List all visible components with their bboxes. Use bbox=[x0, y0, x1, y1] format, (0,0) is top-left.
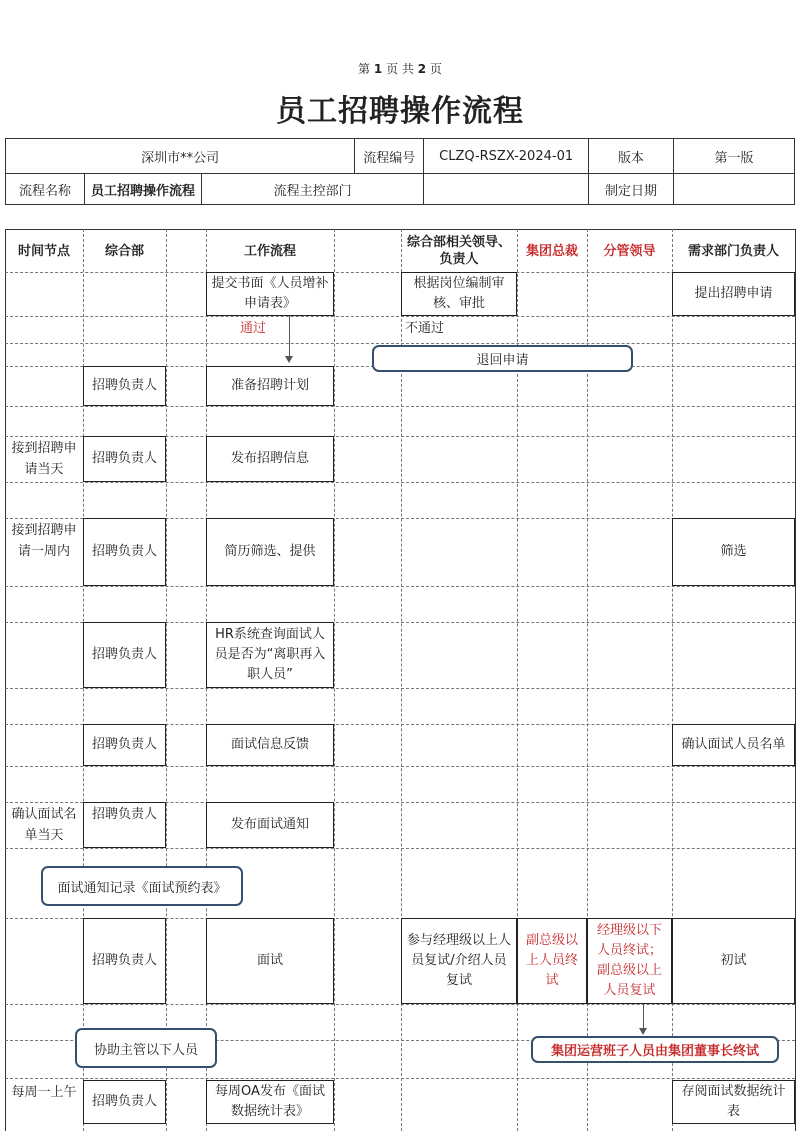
col-divider bbox=[334, 229, 335, 1131]
time-confirm-day: 确认面试名单当天 bbox=[11, 807, 77, 843]
role-recruiter: 招聘负责人 bbox=[83, 1080, 166, 1124]
step-hr-system-check: HR系统查询面试人员是否为“离职再入职人员” bbox=[206, 622, 334, 688]
step-supervisor-final: 经理级以下人员终试；副总级以上人员复试 bbox=[587, 918, 672, 1004]
step-raise-request: 提出招聘申请 bbox=[672, 272, 795, 316]
col-header-time: 时间节点 bbox=[17, 243, 70, 259]
step-publish-notice: 发布面试通知 bbox=[206, 802, 334, 848]
time-request-week: 接到招聘申请一周内 bbox=[11, 523, 77, 559]
role-recruiter: 招聘负责人 bbox=[83, 724, 166, 766]
row-divider bbox=[5, 688, 795, 689]
row-divider bbox=[5, 586, 795, 587]
date-label: 制定日期 bbox=[589, 174, 674, 205]
owner-dept-label: 流程主控部门 bbox=[202, 174, 424, 205]
page-number bbox=[0, 60, 800, 77]
arrow-pass-head bbox=[285, 356, 293, 363]
step-prepare-plan: 准备招聘计划 bbox=[206, 366, 334, 406]
page-total: 2 bbox=[417, 62, 427, 76]
row-divider bbox=[5, 482, 795, 483]
owner-dept-value bbox=[424, 174, 589, 205]
col-header-demand-head: 需求部门负责人 bbox=[687, 243, 779, 259]
version-label: 版本 bbox=[589, 139, 674, 174]
flow-table-left-border bbox=[5, 229, 6, 1131]
label-pass: 通过 bbox=[239, 321, 266, 336]
row-divider bbox=[5, 406, 795, 407]
header-table bbox=[5, 138, 795, 205]
page-label-pre: 第 bbox=[358, 62, 371, 76]
note-interview-booking: 面试通知记录《面试预约表》 bbox=[41, 866, 243, 906]
row-divider bbox=[5, 766, 795, 767]
col-header-general-leader: 综合部相关领导、负责人 bbox=[406, 235, 511, 267]
step-weekly-oa-stats: 每周OA发布《面试数据统计表》 bbox=[206, 1080, 334, 1124]
role-recruiter: 招聘负责人 bbox=[83, 802, 166, 848]
company-name: 深圳市**公司 bbox=[6, 139, 355, 174]
flow-name-value: 员工招聘操作流程 bbox=[85, 174, 202, 205]
col-header-workflow: 工作流程 bbox=[243, 243, 296, 259]
col-divider bbox=[166, 229, 167, 1131]
label-fail: 不通过 bbox=[405, 321, 445, 336]
version-value: 第一版 bbox=[674, 139, 795, 174]
flow-name-label: 流程名称 bbox=[6, 174, 85, 205]
row-divider bbox=[5, 316, 795, 317]
time-monday-morning: 每周一上午 bbox=[11, 1085, 77, 1100]
step-submit-request: 提交书面《人员增补申请表》 bbox=[206, 272, 334, 316]
row-divider bbox=[5, 343, 795, 344]
col-header-supervisor: 分管领导 bbox=[603, 243, 656, 259]
step-review-approve: 根据岗位编制审核、审批 bbox=[401, 272, 517, 316]
role-recruiter: 招聘负责人 bbox=[83, 918, 166, 1004]
step-publish-info: 发布招聘信息 bbox=[206, 436, 334, 482]
note-return-request: 退回申请 bbox=[372, 345, 633, 372]
row-divider bbox=[5, 848, 795, 849]
row-divider bbox=[5, 1004, 795, 1005]
col-header-general-dept: 综合部 bbox=[104, 243, 144, 259]
arrow-pass-line bbox=[289, 316, 290, 356]
flow-table-right-border bbox=[795, 229, 796, 1131]
page-current: 1 bbox=[373, 62, 383, 76]
role-recruiter: 招聘负责人 bbox=[83, 436, 166, 482]
row-divider bbox=[5, 1078, 795, 1079]
step-interview-feedback: 面试信息反馈 bbox=[206, 724, 334, 766]
arrow-supervisor-line bbox=[643, 1004, 644, 1028]
note-assist-supervisor: 协助主管以下人员 bbox=[75, 1028, 217, 1068]
document-title: 员工招聘操作流程 bbox=[276, 94, 524, 129]
step-confirm-list: 确认面试人员名单 bbox=[672, 724, 795, 766]
step-resume-screening: 简历筛选、提供 bbox=[206, 518, 334, 586]
role-recruiter: 招聘负责人 bbox=[83, 518, 166, 586]
step-interview: 面试 bbox=[206, 918, 334, 1004]
step-president-final: 副总级以上人员终试 bbox=[517, 918, 587, 1004]
flow-no-value: CLZQ-RSZX-2024-01 bbox=[424, 139, 589, 174]
step-first-interview: 初试 bbox=[672, 918, 795, 1004]
step-demand-screen: 筛选 bbox=[672, 518, 795, 586]
arrow-supervisor-head bbox=[639, 1028, 647, 1035]
flow-table-top-border bbox=[5, 229, 795, 230]
page-label-mid: 页 共 bbox=[386, 62, 414, 76]
date-value bbox=[674, 174, 795, 205]
step-leader-reinterview: 参与经理级以上人员复试/介绍人员复试 bbox=[401, 918, 517, 1004]
role-recruiter: 招聘负责人 bbox=[83, 622, 166, 688]
flow-no-label: 流程编号 bbox=[355, 139, 424, 174]
col-header-group-president: 集团总裁 bbox=[525, 243, 578, 259]
step-read-stats: 存阅面试数据统计表 bbox=[672, 1080, 795, 1124]
time-request-day: 接到招聘申请当天 bbox=[11, 441, 77, 477]
role-recruiter: 招聘负责人 bbox=[83, 366, 166, 406]
note-chairman-final: 集团运营班子人员由集团董事长终试 bbox=[531, 1036, 779, 1063]
page-label-post: 页 bbox=[429, 62, 442, 76]
